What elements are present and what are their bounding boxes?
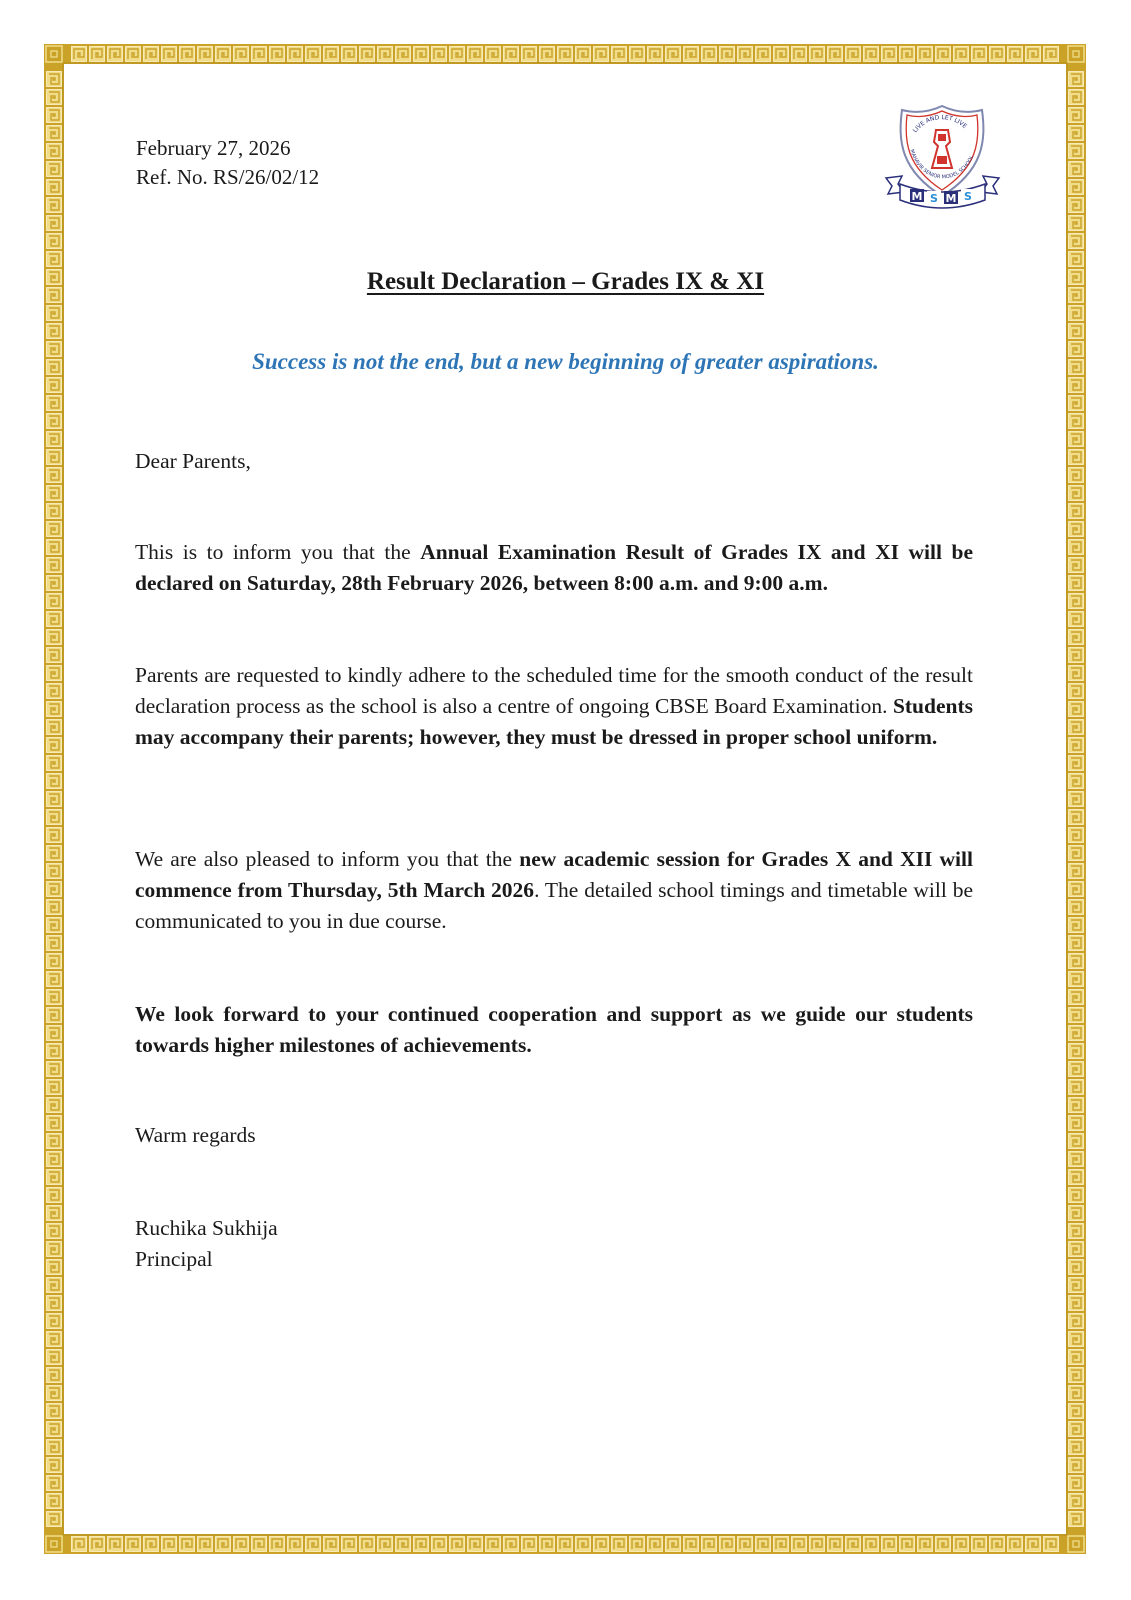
- greek-key-tile: [360, 1537, 375, 1552]
- greek-key-tile: [1069, 522, 1084, 537]
- greek-key-tile: [738, 47, 753, 62]
- greek-key-tile: [666, 1537, 681, 1552]
- greek-key-tile: [47, 396, 62, 411]
- greek-key-tile: [47, 900, 62, 915]
- tagline-quote: Success is not the end, but a new beginning of greater aspirations.: [252, 349, 879, 374]
- greek-key-tile: [1069, 612, 1084, 627]
- greek-key-tile: [47, 108, 62, 123]
- greek-key-tile: [432, 1537, 447, 1552]
- greek-key-tile: [576, 47, 591, 62]
- greek-key-tile: [47, 234, 62, 249]
- greek-key-tile: [1069, 1422, 1084, 1437]
- greek-key-tile: [1069, 234, 1084, 249]
- greek-key-tile: [1069, 1134, 1084, 1149]
- signatory-title: Principal: [135, 1247, 213, 1271]
- para1-bold: Annual Examination Result of Grades IX and XI will be declared on Saturday, 28th February 2026, between 8:00 a.m. and 9:00 a.m.: [135, 540, 973, 595]
- greek-key-tile: [47, 468, 62, 483]
- greek-key-tile: [1008, 1537, 1023, 1552]
- greek-key-tile: [1069, 684, 1084, 699]
- greek-key-tile: [468, 1537, 483, 1552]
- greek-key-tile: [288, 1537, 303, 1552]
- greek-key-tile: [72, 1537, 87, 1552]
- greek-key-tile: [1069, 1404, 1084, 1419]
- greek-key-tile: [720, 1537, 735, 1552]
- greek-key-tile: [1069, 900, 1084, 915]
- greek-key-tile: [1069, 720, 1084, 735]
- greek-key-tile: [1069, 1368, 1084, 1383]
- greek-key-tile: [1069, 198, 1084, 213]
- greek-key-tile: [234, 1537, 249, 1552]
- greek-key-tile: [1069, 1116, 1084, 1131]
- greek-key-tile: [432, 47, 447, 62]
- greek-key-tile: [47, 972, 62, 987]
- signatory-name: Ruchika Sukhija: [135, 1216, 278, 1240]
- greek-key-tile: [47, 1242, 62, 1257]
- greek-key-tile: [342, 47, 357, 62]
- greek-key-tile: [1069, 1224, 1084, 1239]
- greek-key-tile: [558, 1537, 573, 1552]
- greek-key-tile: [522, 1537, 537, 1552]
- greek-key-tile: [1069, 1044, 1084, 1059]
- greek-key-tile: [47, 378, 62, 393]
- greek-key-tile: [180, 47, 195, 62]
- greek-key-tile: [324, 1537, 339, 1552]
- greek-key-tile: [396, 1537, 411, 1552]
- greek-key-tile: [47, 954, 62, 969]
- para3-bold: new academic session for Grades X and XII will commence from Thursday, 5th March 2026: [135, 847, 973, 902]
- greek-key-tile: [90, 1537, 105, 1552]
- greek-key-tile: [47, 1134, 62, 1149]
- greek-key-tile: [1069, 1008, 1084, 1023]
- greek-key-tile: [90, 47, 105, 62]
- greek-key-tile: [1069, 810, 1084, 825]
- greek-key-tile: [47, 198, 62, 213]
- greek-key-tile: [47, 1044, 62, 1059]
- greek-key-tile: [47, 180, 62, 195]
- greek-key-tile: [828, 47, 843, 62]
- greek-key-tile: [648, 1537, 663, 1552]
- greek-key-tile: [540, 47, 555, 62]
- greek-key-tile: [900, 47, 915, 62]
- greek-key-tile: [47, 1116, 62, 1131]
- logo-motto: LIVE AND LET LIVE: [911, 114, 969, 135]
- greek-key-tile: [1069, 414, 1084, 429]
- greek-key-tile: [47, 432, 62, 447]
- greek-key-tile: [1069, 1098, 1084, 1113]
- greek-key-tile: [990, 47, 1005, 62]
- greek-key-tile: [47, 702, 62, 717]
- greek-key-tile: [47, 882, 62, 897]
- greek-key-tile: [1069, 1206, 1084, 1221]
- greek-key-tile: [1069, 1350, 1084, 1365]
- greek-key-tile: [1069, 990, 1084, 1005]
- greek-key-tile: [252, 47, 267, 62]
- greek-key-tile: [47, 936, 62, 951]
- para1-text: This is to inform you that the: [135, 540, 421, 564]
- greek-key-tile: [1069, 252, 1084, 267]
- greek-key-tile: [1026, 47, 1041, 62]
- greek-key-tile: [198, 47, 213, 62]
- greek-key-tile: [1069, 1062, 1084, 1077]
- greek-key-tile: [47, 414, 62, 429]
- greek-key-tile: [486, 47, 501, 62]
- greek-key-tile: [1069, 324, 1084, 339]
- greek-key-tile: [1069, 540, 1084, 555]
- greek-key-tile: [108, 47, 123, 62]
- greek-key-tile: [252, 1537, 267, 1552]
- greek-key-tile: [144, 47, 159, 62]
- greek-key-tile: [846, 1537, 861, 1552]
- greek-key-tile: [47, 1386, 62, 1401]
- greek-key-tile: [594, 1537, 609, 1552]
- greek-key-tile: [1044, 47, 1059, 62]
- greek-key-tile: [47, 774, 62, 789]
- greek-key-tile: [684, 47, 699, 62]
- greek-key-tile: [504, 47, 519, 62]
- greek-key-tile: [47, 738, 62, 753]
- greek-key-tile: [306, 47, 321, 62]
- greek-key-tile: [414, 47, 429, 62]
- greek-key-tile: [1069, 306, 1084, 321]
- paragraph-closing-note: We look forward to your continued cooperation and support as we guide our students towards higher milestones of achievements.: [135, 1002, 973, 1057]
- greek-key-tile: [1069, 882, 1084, 897]
- greek-key-tile: [270, 47, 285, 62]
- greek-key-tile: [1069, 162, 1084, 177]
- greek-key-tile: [47, 810, 62, 825]
- greek-key-tile: [1069, 846, 1084, 861]
- greek-key-tile: [954, 1537, 969, 1552]
- greek-key-tile: [47, 756, 62, 771]
- greek-key-tile: [774, 1537, 789, 1552]
- greek-key-tile: [47, 594, 62, 609]
- greek-key-tile: [1069, 918, 1084, 933]
- greek-key-tile: [108, 1537, 123, 1552]
- greek-key-tile: [47, 1332, 62, 1347]
- greek-key-tile: [47, 1314, 62, 1329]
- greek-key-tile: [47, 918, 62, 933]
- greek-key-tile: [47, 666, 62, 681]
- greek-key-tile: [198, 1537, 213, 1552]
- greek-key-tile: [1069, 1188, 1084, 1203]
- greek-key-tile: [558, 47, 573, 62]
- greek-key-tile: [1069, 1440, 1084, 1455]
- greek-key-tile: [1008, 47, 1023, 62]
- greek-key-tile: [1069, 972, 1084, 987]
- para3-text: We are also pleased to inform you that the: [135, 847, 520, 871]
- greek-key-tile: [1069, 756, 1084, 771]
- greek-key-tile: [47, 792, 62, 807]
- logo-banner-letter: M: [945, 192, 957, 205]
- greek-key-tile: [47, 990, 62, 1005]
- greek-key-tile: [288, 47, 303, 62]
- greek-key-tile: [648, 47, 663, 62]
- greek-key-tile: [47, 1080, 62, 1095]
- greek-key-tile: [936, 47, 951, 62]
- greek-key-tile: [47, 90, 62, 105]
- greek-key-tile: [1069, 396, 1084, 411]
- logo-school-name: MAHAVIR SENIOR MODEL SCHOOL: [908, 148, 976, 181]
- greek-key-tile: [522, 47, 537, 62]
- greek-key-tile: [612, 1537, 627, 1552]
- greek-key-tile: [792, 1537, 807, 1552]
- greek-key-tile: [47, 828, 62, 843]
- greek-key-tile: [846, 47, 861, 62]
- greek-key-tile: [1069, 792, 1084, 807]
- greek-key-tile: [1069, 504, 1084, 519]
- greek-key-tile: [1069, 1242, 1084, 1257]
- greek-key-tile: [1069, 1080, 1084, 1095]
- greek-key-tile: [882, 47, 897, 62]
- greek-key-tile: [918, 47, 933, 62]
- greek-key-tile: [864, 47, 879, 62]
- greek-key-tile: [1069, 144, 1084, 159]
- greek-key-tile: [1069, 180, 1084, 195]
- greek-key-tile: [1069, 486, 1084, 501]
- greek-key-tile: [1069, 648, 1084, 663]
- greek-key-tile: [1069, 594, 1084, 609]
- para3-text-end: . The detailed school timings and timetable will be communicated to you in due course.: [135, 878, 973, 933]
- greek-key-tile: [47, 1206, 62, 1221]
- greek-key-tile: [47, 1422, 62, 1437]
- greek-key-tile: [216, 1537, 231, 1552]
- greek-key-tile: [468, 47, 483, 62]
- greek-key-tile: [1069, 1494, 1084, 1509]
- greek-key-tile: [47, 1494, 62, 1509]
- greek-key-tile: [972, 1537, 987, 1552]
- greek-key-tile: [47, 144, 62, 159]
- letter-title: [0, 268, 1131, 296]
- greek-key-tile: [486, 1537, 501, 1552]
- greek-key-tile: [47, 1260, 62, 1275]
- greek-key-tile: [792, 47, 807, 62]
- greek-key-tile: [810, 1537, 825, 1552]
- greek-key-tile: [47, 1170, 62, 1185]
- greek-key-tile: [756, 1537, 771, 1552]
- greek-key-tile: [47, 1512, 62, 1527]
- greek-key-tile: [1069, 666, 1084, 681]
- greek-key-tile: [47, 126, 62, 141]
- greek-key-tile: [144, 1537, 159, 1552]
- greek-key-tile: [47, 558, 62, 573]
- greek-key-tile: [234, 47, 249, 62]
- greek-key-tile: [1069, 432, 1084, 447]
- greek-key-tile: [576, 1537, 591, 1552]
- greek-key-tile: [396, 47, 411, 62]
- greek-key-tile: [47, 846, 62, 861]
- paragraph-instructions: [135, 660, 973, 753]
- greek-key-tile: [47, 162, 62, 177]
- greek-key-tile: [702, 1537, 717, 1552]
- greek-key-tile: [47, 504, 62, 519]
- greek-key-tile: [1069, 1260, 1084, 1275]
- greek-key-tile: [47, 1440, 62, 1455]
- greek-key-tile: [1069, 450, 1084, 465]
- greek-key-tile: [1069, 1296, 1084, 1311]
- greek-key-tile: [774, 47, 789, 62]
- greek-key-tile: [126, 1537, 141, 1552]
- greek-key-tile: [1069, 558, 1084, 573]
- greek-key-tile: [72, 47, 87, 62]
- greek-key-tile: [216, 47, 231, 62]
- greek-key-tile: [47, 1350, 62, 1365]
- greek-key-tile: [666, 47, 681, 62]
- greek-key-tile: [828, 1537, 843, 1552]
- greek-key-tile: [47, 630, 62, 645]
- greek-key-tile: [918, 1537, 933, 1552]
- logo-banner-letter: S: [930, 192, 938, 205]
- greek-key-tile: [540, 1537, 555, 1552]
- greek-key-tile: [47, 306, 62, 321]
- greek-key-tile: [162, 1537, 177, 1552]
- greek-key-tile: [360, 47, 375, 62]
- greek-key-tile: [306, 1537, 321, 1552]
- greek-key-tile: [990, 1537, 1005, 1552]
- greek-key-tile: [630, 1537, 645, 1552]
- letter-title-text: Result Declaration – Grades IX & XI: [366, 268, 765, 295]
- greek-key-tile: [1069, 630, 1084, 645]
- greek-key-tile: [47, 450, 62, 465]
- paragraph-new-session: [135, 844, 973, 937]
- greek-key-tile: [1069, 216, 1084, 231]
- greek-key-tile: [47, 1404, 62, 1419]
- greek-key-tile: [864, 1537, 879, 1552]
- closing-remark: Warm regards: [135, 1123, 256, 1147]
- greek-key-tile: [1069, 108, 1084, 123]
- greek-key-tile: [1069, 738, 1084, 753]
- greek-key-tile: [1044, 1537, 1059, 1552]
- greek-key-tile: [47, 648, 62, 663]
- greek-key-tile: [720, 47, 735, 62]
- greek-key-tile: [47, 1278, 62, 1293]
- greek-key-tile: [1069, 576, 1084, 591]
- greek-key-tile: [738, 1537, 753, 1552]
- greek-key-tile: [47, 720, 62, 735]
- greek-key-tile: [954, 47, 969, 62]
- greek-key-tile: [47, 612, 62, 627]
- salutation: Dear Parents,: [135, 449, 251, 473]
- greek-key-tile: [47, 252, 62, 267]
- greek-key-tile: [882, 1537, 897, 1552]
- greek-key-tile: [1069, 1332, 1084, 1347]
- greek-key-tile: [1069, 126, 1084, 141]
- para2-text: Parents are requested to kindly adhere to the scheduled time for the smooth conduct of the result declaration process as the school is also a centre of ongoing CBSE Board Examination.: [135, 663, 973, 718]
- paragraph-result-declaration: [135, 537, 973, 599]
- greek-key-tile: [450, 1537, 465, 1552]
- greek-key-tile: [1069, 468, 1084, 483]
- logo-banner-letter: S: [964, 190, 972, 203]
- greek-key-tile: [1069, 1458, 1084, 1473]
- greek-key-tile: [324, 47, 339, 62]
- greek-key-tile: [1069, 1026, 1084, 1041]
- greek-key-tile: [1069, 936, 1084, 951]
- school-logo: [880, 100, 1005, 220]
- greek-key-tile: [47, 216, 62, 231]
- greek-key-tile: [450, 47, 465, 62]
- greek-key-tile: [47, 1098, 62, 1113]
- greek-key-tile: [180, 1537, 195, 1552]
- greek-key-tile: [47, 324, 62, 339]
- greek-key-tile: [1069, 90, 1084, 105]
- greek-key-tile: [47, 1458, 62, 1473]
- greek-key-tile: [900, 1537, 915, 1552]
- greek-key-tile: [1069, 702, 1084, 717]
- greek-key-tile: [630, 47, 645, 62]
- greek-key-tile: [612, 47, 627, 62]
- greek-key-tile: [1069, 72, 1084, 87]
- greek-key-tile: [1069, 1278, 1084, 1293]
- greek-key-tile: [1069, 1314, 1084, 1329]
- greek-key-tile: [702, 47, 717, 62]
- greek-key-tile: [47, 72, 62, 87]
- greek-key-tile: [504, 1537, 519, 1552]
- greek-key-tile: [414, 1537, 429, 1552]
- greek-key-tile: [342, 1537, 357, 1552]
- greek-key-tile: [47, 1476, 62, 1491]
- greek-key-tile: [1069, 1512, 1084, 1527]
- greek-key-tile: [47, 1224, 62, 1239]
- logo-banner-letter: M: [911, 190, 923, 203]
- greek-key-tile: [126, 47, 141, 62]
- greek-key-tile: [47, 1062, 62, 1077]
- greek-key-tile: [47, 1008, 62, 1023]
- greek-key-tile: [47, 522, 62, 537]
- greek-key-tile: [1069, 1152, 1084, 1167]
- greek-key-tile: [936, 1537, 951, 1552]
- greek-key-tile: [47, 1296, 62, 1311]
- letter-date: February 27, 2026: [136, 136, 291, 160]
- greek-key-tile: [1069, 378, 1084, 393]
- greek-key-tile: [1069, 954, 1084, 969]
- greek-key-tile: [810, 47, 825, 62]
- greek-key-tile: [756, 47, 771, 62]
- greek-key-tile: [684, 1537, 699, 1552]
- greek-key-tile: [1026, 1537, 1041, 1552]
- greek-key-tile: [47, 1368, 62, 1383]
- greek-key-tile: [1069, 864, 1084, 879]
- para2-bold: Students may accompany their parents; however, they must be dressed in proper school uniform.: [135, 694, 973, 749]
- reference-number: Ref. No. RS/26/02/12: [136, 165, 320, 189]
- greek-key-tile: [47, 540, 62, 555]
- greek-key-tile: [1069, 1476, 1084, 1491]
- greek-key-tile: [972, 47, 987, 62]
- greek-key-tile: [47, 1026, 62, 1041]
- greek-key-tile: [47, 1152, 62, 1167]
- greek-key-tile: [594, 47, 609, 62]
- greek-key-tile: [162, 47, 177, 62]
- greek-key-tile: [1069, 1170, 1084, 1185]
- greek-key-tile: [378, 47, 393, 62]
- greek-key-tile: [47, 1188, 62, 1203]
- greek-key-tile: [1069, 1386, 1084, 1401]
- greek-key-tile: [378, 1537, 393, 1552]
- greek-key-tile: [270, 1537, 285, 1552]
- greek-key-tile: [47, 864, 62, 879]
- greek-key-tile: [1069, 774, 1084, 789]
- greek-key-tile: [47, 486, 62, 501]
- greek-key-tile: [1069, 828, 1084, 843]
- greek-key-tile: [47, 684, 62, 699]
- greek-key-tile: [47, 576, 62, 591]
